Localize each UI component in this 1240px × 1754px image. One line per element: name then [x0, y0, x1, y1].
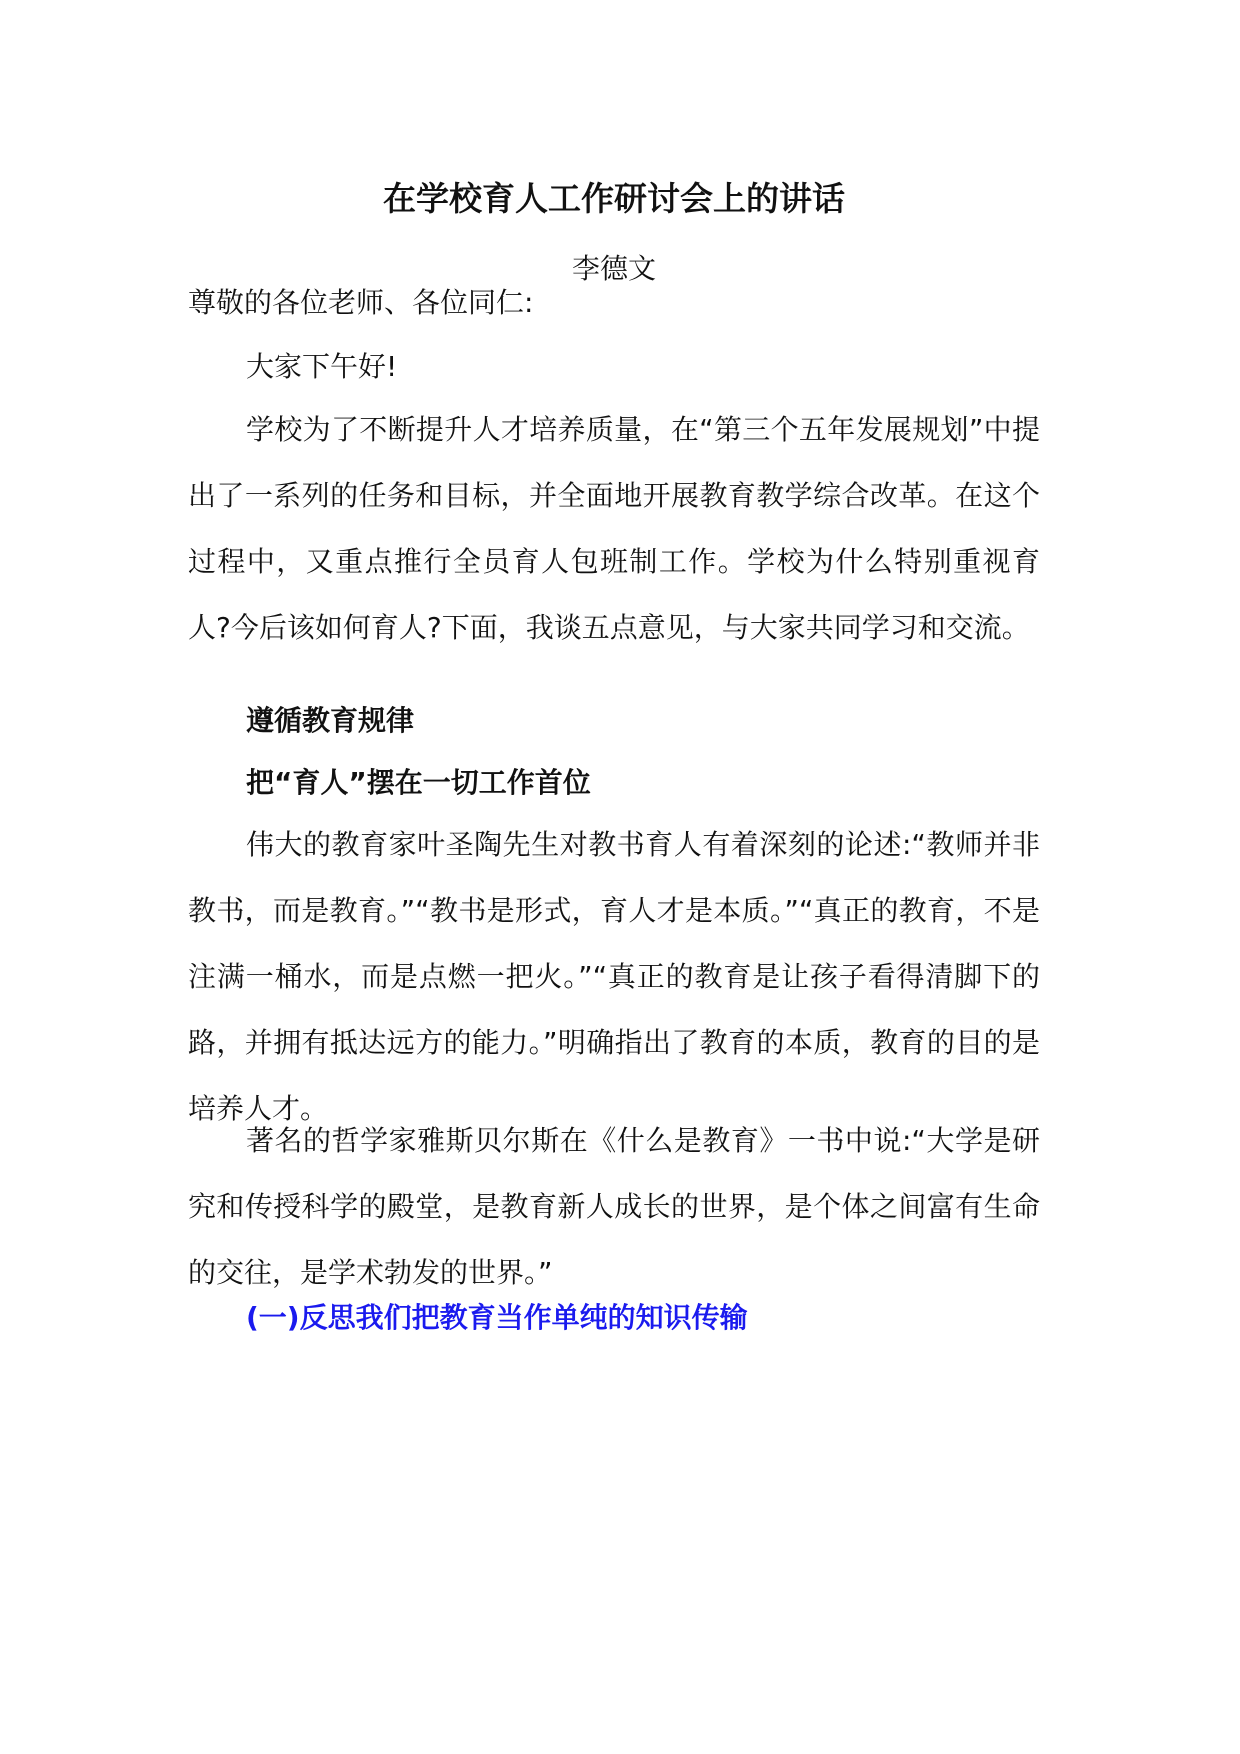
greeting: 大家下午好!: [246, 350, 398, 383]
intro-paragraph: 学校为了不断提升人才培养质量，在“第三个五年发展规划”中提出了一系列的任务和目标，并全面地开展教育教学综合改革。在这个过程中，又重点推行全员育人包班制工作。学校为什么特别重视育人?今后该如何育人?下面，我谈五点意见，与大家共同学习和交流。: [188, 413, 1040, 644]
document-title: 在学校育人工作研讨会上的讲话: [383, 179, 845, 218]
section-subheading: 把“育人”摆在一切工作首位: [246, 766, 591, 799]
section-heading: 遵循教育规律: [246, 704, 415, 737]
subsection-heading: (一)反思我们把教育当作单纯的知识传输: [246, 1301, 748, 1334]
author-name: 李德文: [571, 252, 656, 285]
paragraph-quote-jaspers: 著名的哲学家雅斯贝尔斯在《什么是教育》一书中说:“大学是研究和传授科学的殿堂，是教育新人成长的世界，是个体之间富有生命的交往，是学术勃发的世界。”: [188, 1124, 1040, 1289]
paragraph-quote-ye: 伟大的教育家叶圣陶先生对教书育人有着深刻的论述:“教师并非教书，而是教育。”“教书是形式，育人才是本质。”“真正的教育，不是注满一桶水，而是点燃一把火。”“真正的教育是让孩子看得清脚下的路，并拥有抵达远方的能力。”明确指出了教育的本质，教育的目的是培养人才。: [188, 828, 1040, 1125]
salutation: 尊敬的各位老师、各位同仁:: [188, 286, 534, 319]
